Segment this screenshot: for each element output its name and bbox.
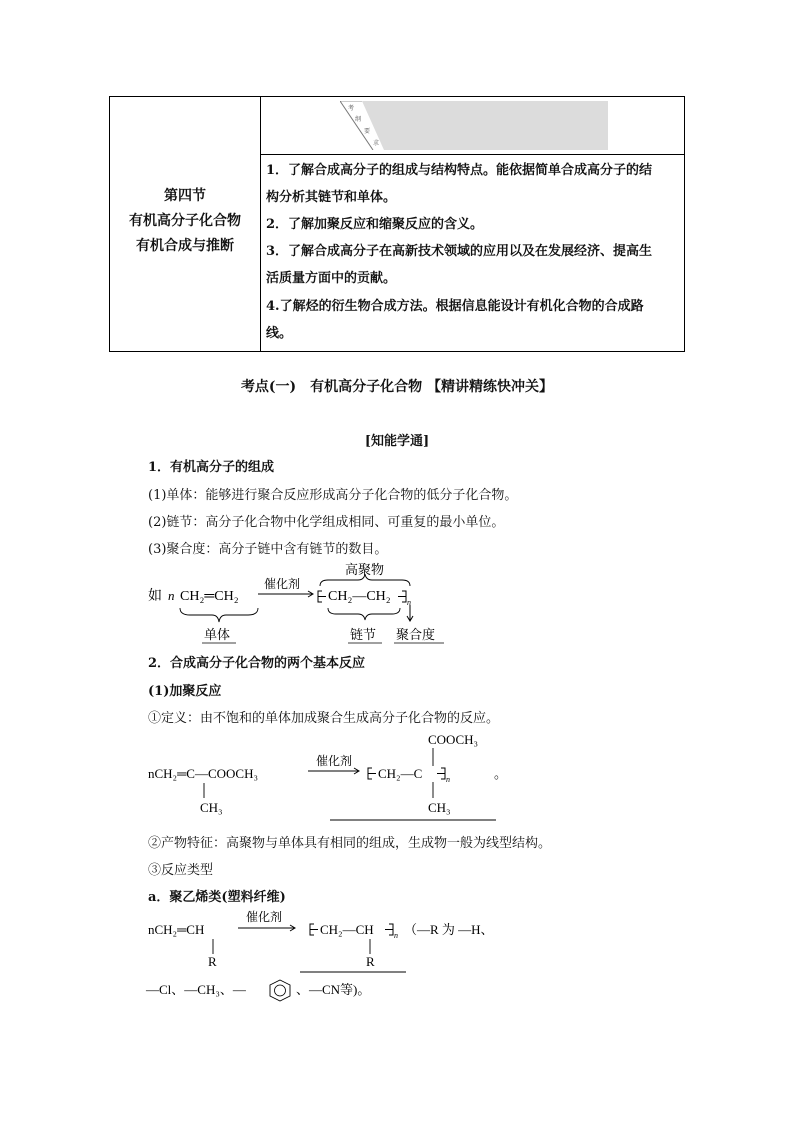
header-char: 纲 [355,117,362,123]
label-degree: 聚合度 [396,627,436,642]
eq2-reactant-sub: CH₃ [200,800,223,815]
header-char: 考 [348,106,355,112]
eq2-reactant: nCH₂═C—COOCH₃ [148,766,259,781]
eq3-product: CH₂—CH [320,922,374,937]
subsection-title: [知能学通] [364,434,430,449]
requirement-line: 1．了解合成高分子的组成与结构特点。能依据简单合成高分子的结 [266,163,653,178]
eq3-reactant: nCH₂═CH [148,922,205,937]
benzene-ring-icon [270,980,290,1001]
eq2-end: 。 [494,766,508,781]
eq3-note: （—R 为 —H、 [404,922,494,937]
eq1-subscript: n [407,598,411,607]
reaction-types: ③反应类型 [148,863,214,878]
heading-polyethylene: a．聚乙烯类(塑料纤维) [148,890,286,905]
label-monomer: 单体 [204,627,231,642]
chapter-subname: 有机合成与推断 [136,238,234,254]
eq2-catalyst: 催化剂 [316,754,353,768]
unit-brace [328,608,400,620]
requirement-line: 线。 [266,326,293,341]
header-char: 要 [364,129,371,135]
eq1-polymer: CH₂—CH₂ [328,589,391,604]
table-header-line [261,154,685,155]
definition-monomer: (1)单体：能够进行聚合反应形成高分子化合物的低分子化合物。 [148,488,518,503]
equation-ethylene-polymerization [140,560,480,646]
requirement-line: 4.了解烃的衍生物合成方法。根据信息能设计有机化合物的合成路 [266,299,644,314]
eq3-subscript: n [394,931,398,940]
product-feature: ②产物特征：高聚物与单体具有相同的组成，生成物一般为线型结构。 [148,836,552,851]
definition-addition-polymerization: ①定义：由不饱和的单体加成聚合生成高分子化合物的反应。 [148,711,500,726]
requirement-line: 3．了解合成高分子在高新技术领域的应用以及在发展经济、提高生 [266,244,653,259]
equation-vinyl-polymerization [140,906,560,1006]
eq2-product-top: COOCH₃ [428,732,479,747]
polymer-bracket-right [398,591,406,602]
section-title: 考点(一) 有机高分子化合物 【精讲精练快冲关】 [240,379,554,395]
eq3-reactant-sub: R [208,954,217,969]
monomer-brace [180,608,258,622]
eq3-substituents-end: 、—CN等)。 [296,982,371,997]
equation-methyl-methacrylate [140,728,540,824]
heading-two-reactions: 2．合成高分子化合物的两个基本反应 [148,656,366,671]
requirement-line: 2．了解加聚反应和缩聚反应的含义。 [266,217,484,232]
definition-chain-unit: (2)链节：高分子化合物中化学组成相同、可重复的最小单位。 [148,515,505,530]
polymer-bracket-left [318,591,326,602]
chapter-name: 有机高分子化合物 [129,213,241,229]
header-char: 求 [373,141,380,147]
label-unit: 链节 [350,627,377,642]
eq1-prefix: 如 [148,589,162,604]
chapter-title [110,184,260,259]
heading-composition: 1．有机高分子的组成 [148,460,275,475]
table-divider [260,96,261,352]
label-polymer: 高聚物 [345,562,385,577]
definition-degree: (3)聚合度：高分子链中含有链节的数目。 [148,542,388,557]
exam-requirements-header [340,101,608,150]
heading-addition-polymerization: (1)加聚反应 [148,684,222,699]
chapter-section: 第四节 [164,188,206,204]
requirement-line: 构分析其链节和单体。 [266,190,397,205]
eq3-substituents: —Cl、—CH₃、— [146,982,246,997]
eq2-subscript: n [446,775,450,784]
eq1-monomer: CH₂═CH₂ [180,589,239,604]
eq1-n: n [168,588,175,603]
eq1-catalyst: 催化剂 [264,577,301,591]
requirement-line: 活质量方面中的贡献。 [266,271,397,286]
eq2-product-bottom: CH₃ [428,800,451,815]
eq2-product: CH₂—C [378,766,423,781]
eq3-catalyst: 催化剂 [246,910,283,924]
eq3-product-sub: R [366,954,375,969]
